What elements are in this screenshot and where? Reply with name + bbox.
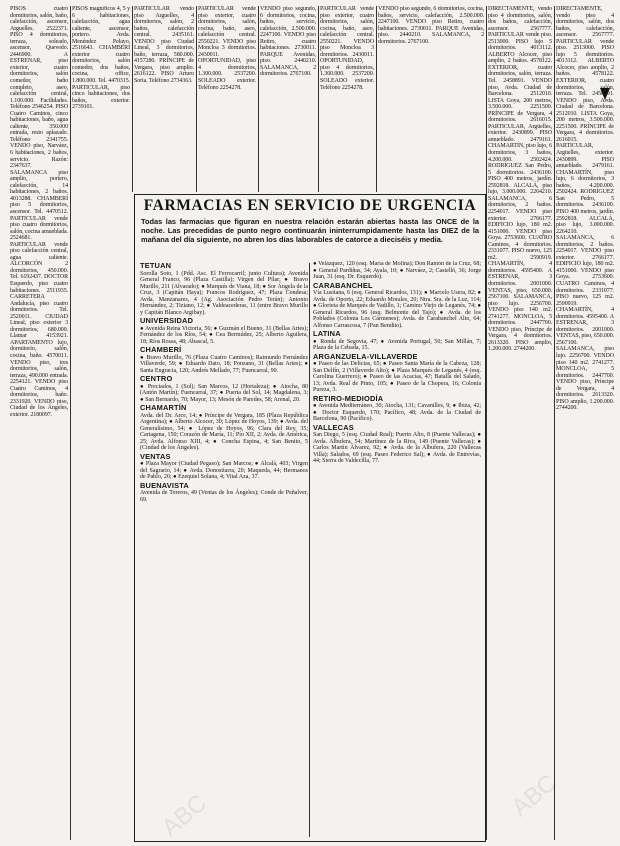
margin-arrow-icon	[600, 88, 610, 100]
classified-text: PISOS magníficos 4, 5 y 6 habitaciones, calefacción, agua caliente, ascensor, portero. Avda. Menéndez Pelayo. 2516643. CHAMBERÍ exterior cuatro dormitorios, salón comedor, dos baños, cocina, office, 1.800.000. Tel. 4470315. PARTICULAR, piso cinco habitaciones, dos baños, exterior. 2739101.	[72, 6, 130, 111]
classified-column-8	[488, 6, 552, 840]
district-heading: CHAMARTÍN	[140, 403, 187, 412]
pharmacy-list: ● Paseo de las Delicias, 65; ● Paseo Santa María de la Cabeza, 128; San Delfín, 2 (Villaverde Alto); ● Plaza Marqués de Leganés, 4 (esq. Carolina Guerrero); ● Paseo de las Acacias, 47; Batalla del Salado, 13; Avda. Real de Pinto, 105; ● Paseo de la Chopera, 16; Colonia Pureza, 3.	[313, 361, 481, 393]
pharmacy-list: ● Ronda de Segovia, 47; ● Avenida Portugal, 50; San Millán, 7; Plaza de la Cebada, 15.	[313, 338, 481, 351]
district-heading: VALLECAS	[313, 422, 354, 432]
pharmacy-list: ● Avenida Mediterráneo, 30; Atocha, 131; Cavanilles, 9; ● Ibiza, 42; ● Doctor Esquerdo, 170; Pacífico, 48; Avda. de la Ciudad de Barcelona, 90 (Pacífico).	[313, 403, 481, 422]
box-column-left	[140, 261, 308, 839]
pharmacy-list: Avenida de Toreros, 49 (Ventas de los Ángeles); Conde de Peñalver, 69.	[140, 490, 308, 503]
district-heading: CENTRO	[140, 374, 173, 383]
column-rule	[258, 6, 259, 192]
column-rule	[132, 6, 133, 192]
newspaper-page	[10, 2, 616, 842]
classified-column-1	[10, 6, 68, 840]
pharmacy-list: San Diego, 5 (esq. Ciudad Real); Puerto Alto, 8 (Puente Vallecas); ● Avda. Albufera, 54; Martínez de la Riva, 149 (Puente Vallecas); ● Carlos Martín Álvarez, 92; ● Avda. de la Albufera, 220 (Vallecas Villa); Salados, 69 (esq. Paseo Federico Sal); ● Avda. de Entrevías, 44; Sierra de Valdecilla, 77.	[313, 432, 481, 464]
classified-column-3	[134, 6, 194, 192]
watermark: ABC	[506, 769, 562, 822]
classified-column-6	[320, 6, 374, 192]
classified-text: VENDO piso segundo, 6 dormitorios, cocina, baños, servicio, calefacción, 2.500.000. 2247100. VENDO piso Retiro, cuatro habitaciones. 2730011. PARQUE Avenidas, piso. 2440210. SALAMANCA, 2 dormitorios. 2767100.	[378, 6, 484, 45]
district-heading: RETIRO-MEDIODÍA	[313, 393, 384, 403]
pharmacy-list: Sorolla Soto, 1 (Pdd. Asc. El Ferrocarril; junto Cultura); Avenida General Franco, 96 (Plaza Castilla); Virgen del Pilar; ● Bravo Murillo, 211 (Alvarado); ● Marqués de Viana, 18; ● Sor Ángela de la Cruz, 3 (Capitán Haya); Francos Rodríguez, 47; Plaza Condesa; Avda. Manzanares, 4 (Ag. Asociación Pedro Terán); Antonio Hernández, 2; Tiziano, 12; ● Valdeacederas, 11 (entre Bravo Murillo y Capitán Blanco Argibay).	[140, 270, 308, 316]
district-heading: UNIVERSIDAD	[140, 316, 194, 325]
district-heading: CHAMBERÍ	[140, 345, 182, 354]
classified-text: VENDO piso segundo, 6 dormitorios, cocina, baños, servicio, calefacción, 2.500.000. 2247100. VENDO piso Retiro, cuatro habitaciones. 2730011. PARQUE Avenidas, piso. 2440210. SALAMANCA, 2 dormitorios. 2767100.	[260, 6, 316, 78]
box-column-right	[313, 261, 481, 839]
pharmacy-list: ● Avenida Reina Victoria, 56; ● Guzmán el Bueno, 31 (Bellas Artes); Fernández de los Ríos, 54; ● Cea Bermúdez, 25; Alberto Aguilera, 18; Ríos Rosas, 48; Abascal, 5.	[140, 325, 308, 345]
classified-text: PARTICULAR vende piso exterior, cuatro dormitorios, salón, cocina, baño, aseo, calefacción central. 2550221. VENDO piso Moncloa 3 dormitorios. 2430011. OPORTUNIDAD, piso 4 dormitorios, 1.300.000. 2537200. SOLEADO exterior. Teléfono 2254278.	[320, 6, 374, 91]
classified-column-2	[72, 6, 130, 192]
pharmacy-list: Vía Lusitana, 6 (esq. General Ricardos, 131); ● Marcelo Usera, 82; ● Avda. de Oporto, 22; Eduardo Morales, 20; Ntra. Sra. de la Luz, 114; ● Glorieta de Marqués de Vadillo, 1; Camino Viejo de Leganés, 74; ● General Ricardos, 96 (esq. Belmonte del Tajo); ● Avda. de los Poblados (Colonia Los Cármenes); Avda. de Carabanchel Alto, 64; Alfonso Carrascosa, 7 (Pan Bendito).	[313, 290, 481, 329]
column-rule	[196, 6, 197, 192]
classified-text: PARTICULAR vendo piso Arguelles, 4 dormitorios, salón, 2 baños, calefacción central. 2435161. VENDO piso Ciudad Lineal, 3 dormitorios, baño, terraza, 580.000. 4157280. PRÍNCIPE de Vergara, piso amplio. 2616122. PISO Arturo Soria. Teléfono 2734363.	[134, 6, 194, 85]
urgency-pharmacies-box	[134, 194, 486, 842]
box-title: FARMACIAS EN SERVICIO DE URGENCIA	[143, 197, 477, 214]
column-rule	[70, 6, 71, 840]
district-heading: BUENAVISTA	[140, 480, 189, 490]
column-rule	[318, 6, 319, 192]
district-heading: CARABANCHEL	[313, 280, 373, 290]
pharmacy-list: Avda. del Dr. Arce, 14; ● Príncipe de Vergara, 185 (Plaza República Argentina); ● Alberto Alcocer, 30; López de Hoyos, 139; ● Avda. del Generalísimo, 54; ● López de Hoyos, 96; Clara del Rey, 35; Cartagena, 150; Corazón de María, 11; Pío XII, 2; Avda. de América, 25; Avda. Alfonso XIII, 4; ● Concha Espina, 4; San Benito, 5 (Ciudad de los Ángeles).	[140, 412, 308, 451]
district-heading: LATINA	[313, 329, 341, 338]
classified-column-4	[198, 6, 256, 192]
classified-text: PARTICULAR vende piso exterior, cuatro dormitorios, salón, cocina, baño, aseo, calefacción central. 2550221. VENDO piso Moncloa 3 dormitorios. 2430011. OPORTUNIDAD, piso 4 dormitorios, 1.300.000. 2537200. SOLEADO exterior. Teléfono 2254278.	[198, 6, 256, 91]
box-column-rule	[309, 263, 310, 837]
column-rule	[486, 6, 487, 840]
classified-text: DIRECTAMENTE, vendo piso 4 dormitorios, salón, dos baños, calefacción, ascensor. 2567777. PARTICULAR vende piso. 2513000. PISO lujo 5 dormitorios. 4013112. ALBERTO Alcocer, piso amplio, 2 baños. 4578122. EXTERIOR, cuatro dormitorios, salón, terraza. Tel. 2458891. VENDO piso, Avda. Ciudad de Barcelona. 2512010. LISTA Goya, 200 metros, 3.500.000. 2251500. PRÍNCIPE de Vergara, 4 dormitorios. 2616015. PARTICULAR, Argüelles, exterior. 2430899. PISO amueblado. 2479161. CHAMARTÍN, piso lujo, 6 dormitorios, 3 baños, 4.200.000. 2502424. RODRÍGUEZ San Pedro, 5 dormitorios. 2436100. PISO 400 metros, jardín. 2592818. ALCALÁ, piso lujo, 3.000.000. 2264210. SALAMANCA, 6 dormitorios, 2 baños. 2254017. VENDO piso exterior. 2766177. EDIFICIO lujo, 180 m2. 4151000. VENDO piso Goya. 2753600. CUATRO Caminos, 4 dormitorios. 2331077. PISO nuevo, 125 m2. 2590919. CHAMARTÍN, 4 dormitorios. 4595400. A ESTRENAR, 3 dormitorios. 2001000. VENTAS, piso, 650.000. 2567100. SALAMANCA, piso lujo. 2256700. VENDO piso 140 m2. 2741277. MONCLOA, 5 dormitorios. 2447700. VENDO piso, Príncipe de Vergara, 4 dormitorios. 2613320. PISO amplio, 1.200.000. 2744200.	[556, 6, 614, 412]
classified-column-9	[556, 6, 614, 840]
district-heading: TETUAN	[140, 261, 172, 270]
column-rule	[554, 6, 555, 840]
pharmacy-list: ● Plaza Mayor (Ciudad Pegaso); San Marcos; ● Alcalá, 403; Virgen del Sagrario, 14; ● Avda. Donostiarra, 20; Maqueda, 44; Hermanos de Pablo, 20; ● Ezequiel Solana, 4; Vital Aza, 37.	[140, 461, 308, 480]
box-intro: Todas las farmacias que figuran en nuestra relación estarán abiertas hasta las ONCE de la noche. Las precedidas de punto negro continuarán ininterrumpidamente hasta las DIEZ de la mañana del día siguiente, no abren los días laborables de catorce a dieciséis y media.	[141, 217, 479, 244]
classified-text: DIRECTAMENTE, vendo piso 4 dormitorios, salón, dos baños, calefacción, ascensor. 2567777. PARTICULAR vende piso. 2513000. PISO lujo 5 dormitorios. 4013112. ALBERTO Alcocer, piso amplio, 2 baños. 4578122. EXTERIOR, cuatro dormitorios, salón, terraza. Tel. 2458891. VENDO piso, Avda. Ciudad de Barcelona. 2512010. LISTA Goya, 200 metros, 3.500.000. 2251500. PRÍNCIPE de Vergara, 4 dormitorios. 2616015. PARTICULAR, Argüelles, exterior. 2430899. PISO amueblado. 2479161. CHAMARTÍN, piso lujo, 6 dormitorios, 3 baños, 4.200.000. 2502424. RODRÍGUEZ San Pedro, 5 dormitorios. 2436100. PISO 400 metros, jardín. 2592818. ALCALÁ, piso lujo, 3.000.000. 2264210. SALAMANCA, 6 dormitorios, 2 baños. 2254017. VENDO piso exterior. 2766177. EDIFICIO lujo, 180 m2. 4151000. VENDO piso Goya. 2753600. CUATRO Caminos, 4 dormitorios. 2331077. PISO nuevo, 125 m2. 2590919. CHAMARTÍN, 4 dormitorios. 4595400. A ESTRENAR, 3 dormitorios. 2001000. VENTAS, piso, 650.000. 2567100. SALAMANCA, piso lujo. 2256700. VENDO piso 140 m2. 2741277. MONCLOA, 5 dormitorios. 2447700. VENDO piso, Príncipe de Vergara, 4 dormitorios. 2613320. PISO amplio, 1.200.000. 2744200.	[488, 6, 552, 353]
classified-column-7	[378, 6, 484, 192]
pharmacy-list: ● Bravo Murillo, 76 (Plaza Cuatro Caminos); Raimundo Fernández Villaverde, 59; ● Eduardo Dato, 18; Ponzano, 31 (Bellas Artes); ● Santa Engracia, 120; Andrés Mellado, 77; Fuencarral, 90.	[140, 354, 308, 374]
watermark: ABC	[156, 789, 212, 842]
column-rule	[376, 6, 377, 192]
district-heading: VENTAS	[140, 451, 171, 461]
classified-column-5	[260, 6, 316, 192]
district-heading: ARGANZUELA-VILLAVERDE	[313, 351, 418, 361]
pharmacy-list: ● Preciados, 1 (Sol); San Marcos, 12 (Hortaleza); ● Atocha, 80 (Antón Martín); Fuencarral, 37; ● Puerta del Sol, 14; Magdalena, 3; ● San Bernardo, 70; Mayor, 13; Mesón de Paredes, 58; Arenal, 20.	[140, 383, 308, 403]
classified-text: PISOS cuatro dormitorios, salón, baño, calefacción, ascensor, Arguelles. 2522371. PISO 4 dormitorios, terraza, soleado, ascensor, Quevedo. 2446900. A ESTRENAR, piso exterior, cuatro dormitorios, salón comedor, baño completo, aseo, calefacción central, 1.100.000. Facilidades. Teléfono 2546254. PISO Cuatro Caminos, cinco habitaciones, baño, agua caliente, 350.000 entrada, resto aplazado. Teléfono 2341755. VENDO piso, Narváez, 6 habitaciones, 2 baños, servicio. Razón: 2347637. SALAMANCA piso amplio, portero, calefacción, 14 habitaciones, 2 baños. 4013288. CHAMBERÍ piso 5 dormitorios, ascensor. Tel. 4470512. PARTICULAR vende piso cuatro dormitorios, salón, cocina amueblada. 2524681. PARTICULAR vende piso calefacción central, agua caliente. ALCORCÓN 2 dormitorios, 450.000. Tel. 6192437. DOCTOR Esquerdo, piso cuatro habitaciones. 2511935. CARRETERA Andalucía, piso cuatro dormitorios. Tel. 2520011. CIUDAD Lineal, piso exterior 3 dormitorios, 680.000. Llamar 4153921. APARTAMENTO lujo, dormitorio, salón, cocina, baño. 4570011. VENDO piso, tres dormitorios, salón, terraza, 490.000 entrada. 2254121. VENDO piso Cuatro Caminos, 4 dormitorios, baño. 2331920. VENDO piso, Ciudad de los Ángeles, exterior. 2180097.	[10, 6, 68, 418]
pharmacy-list: ● Velázquez, 120 (esq. María de Molina); Don Ramón de la Cruz, 68; ● General Pardiñas, 34; Ayala, 10; ● Narváez, 2; Castelló, 36; Jorge Juan, 31 (esq. Dr. Esquerdo).	[313, 261, 481, 280]
